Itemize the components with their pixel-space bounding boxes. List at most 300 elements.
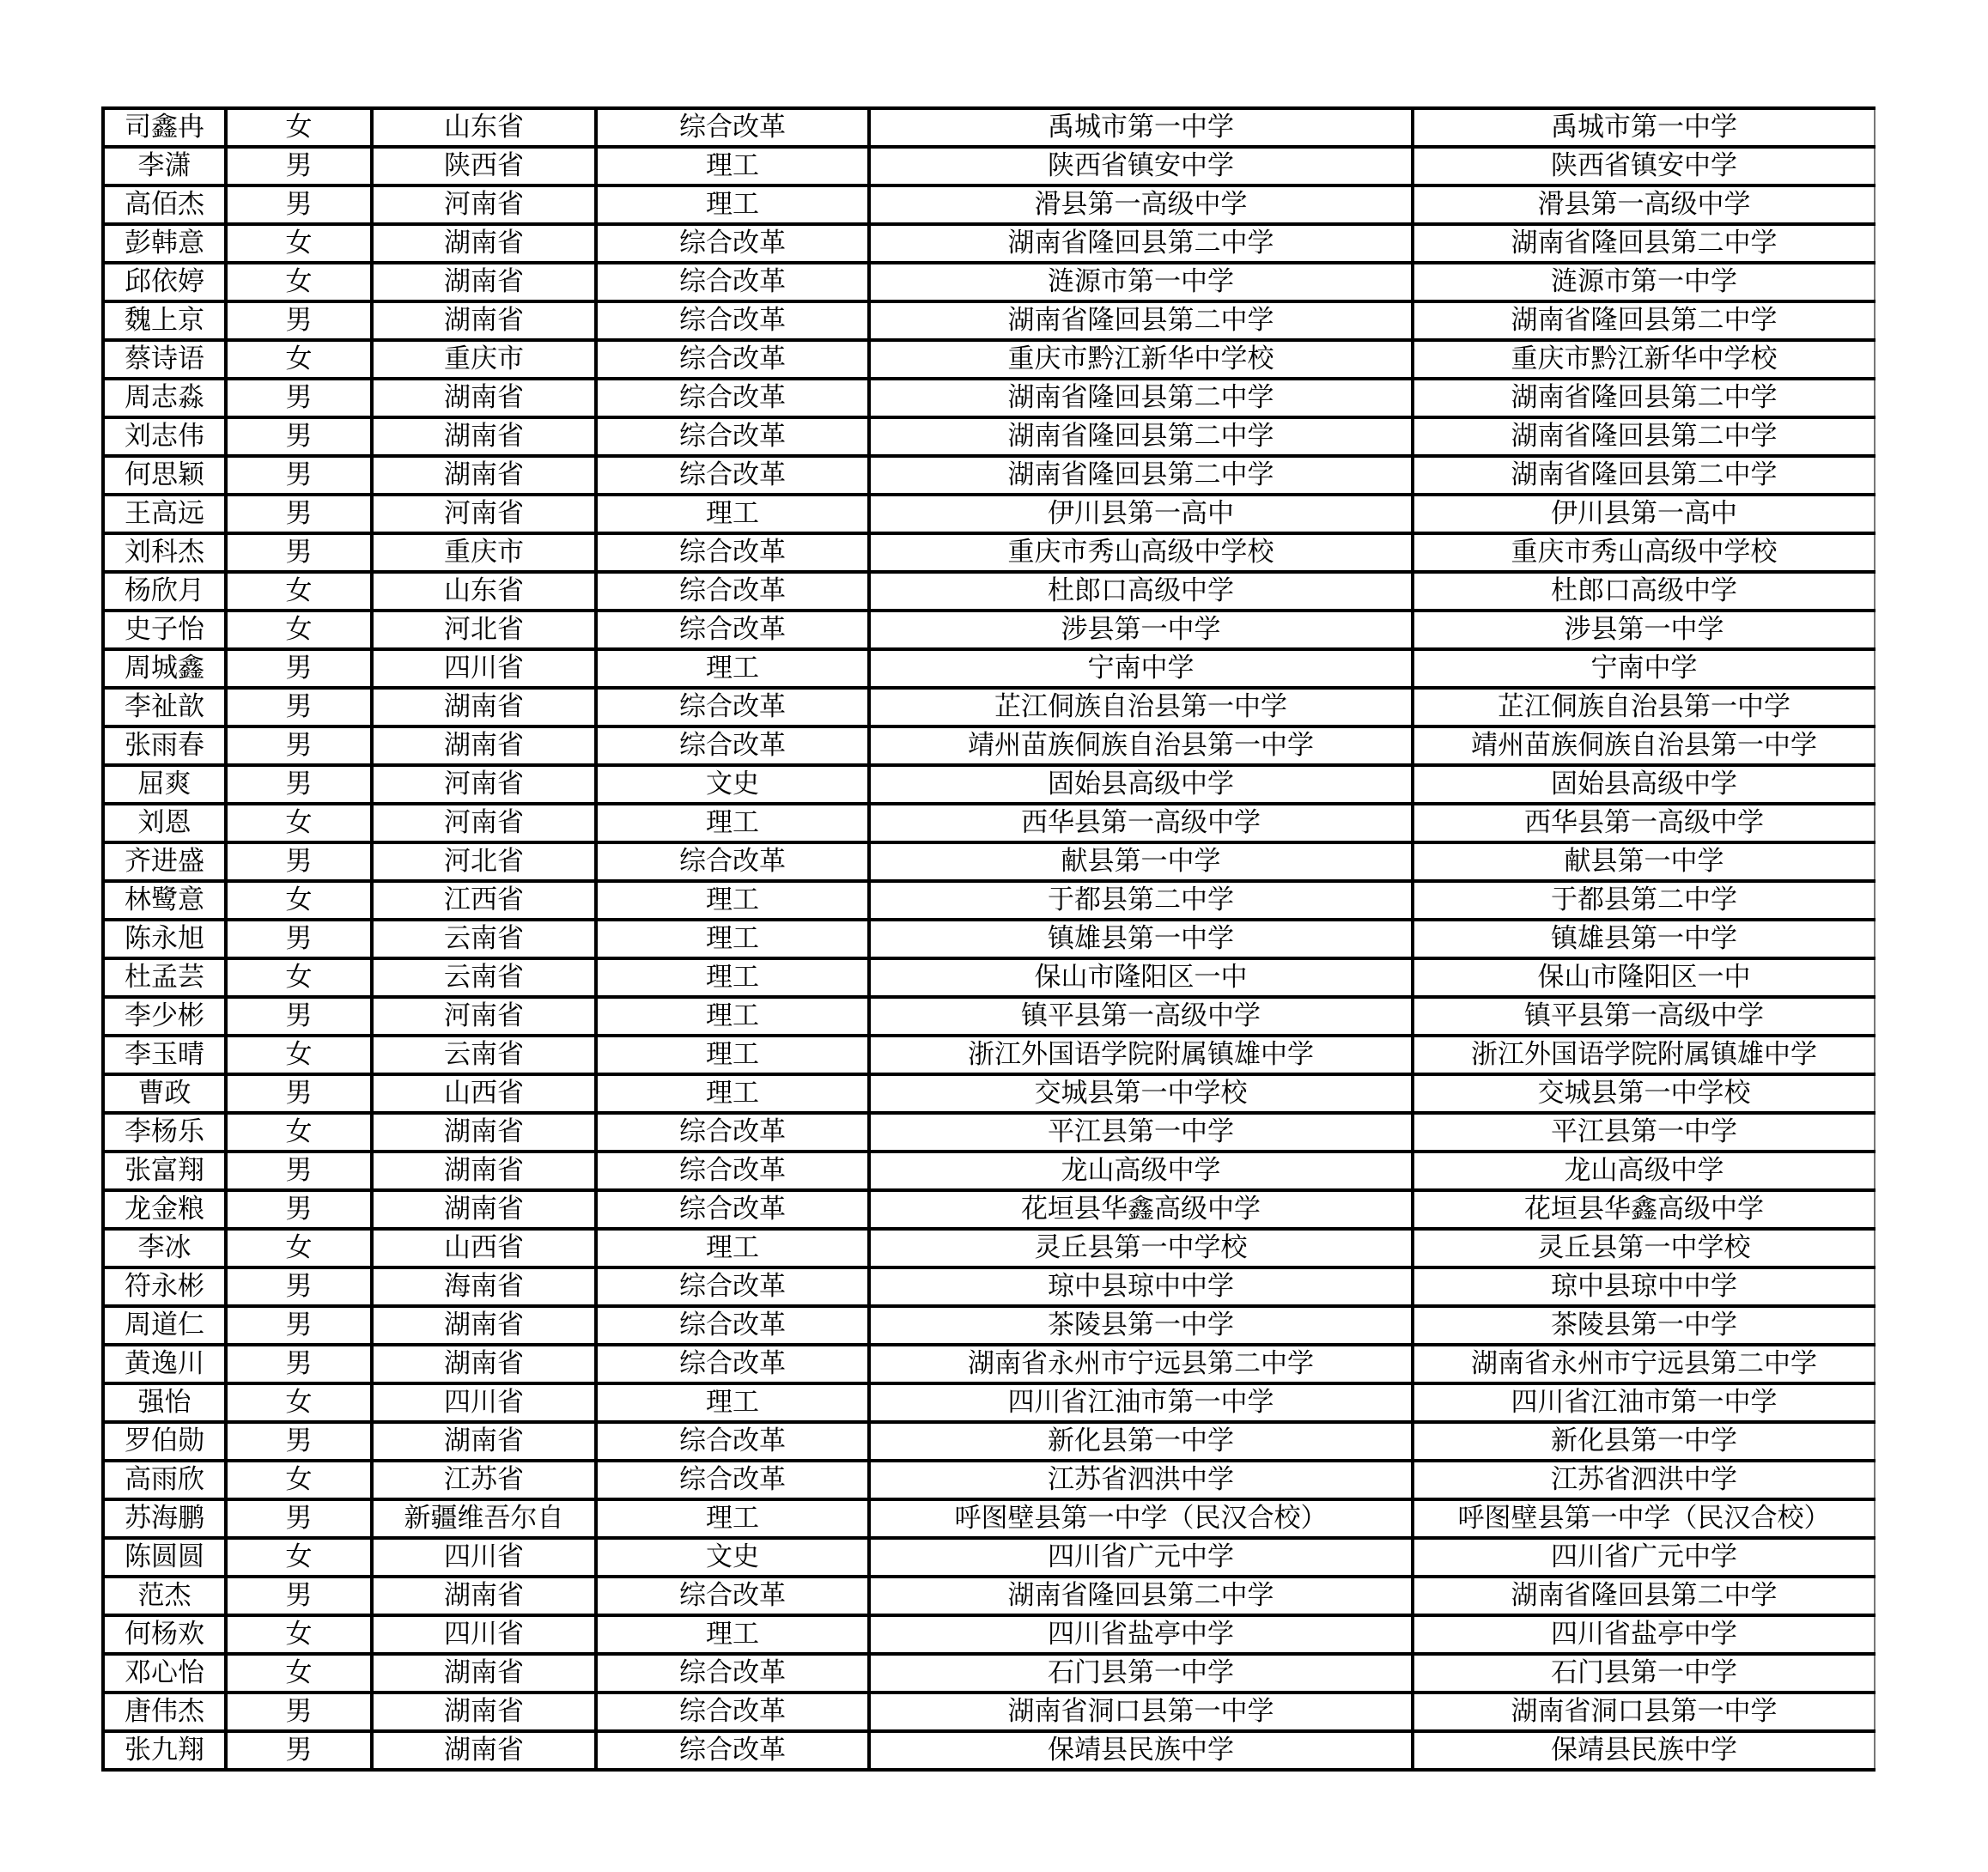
table-row [103, 1036, 1875, 1074]
category-cell: 综合改革 [596, 340, 869, 379]
table-row [103, 1731, 1875, 1770]
name-cell: 史子怡 [103, 611, 226, 649]
school-cell: 西华县第一高级中学 [869, 804, 1413, 842]
province-cell: 湖南省 [372, 1152, 596, 1190]
province-cell: 四川省 [372, 1538, 596, 1577]
school-repeat-cell: 保山市隆阳区一中 [1413, 958, 1875, 997]
table-row [103, 1654, 1875, 1693]
name-cell: 杜孟芸 [103, 958, 226, 997]
gender-cell: 男 [226, 997, 372, 1036]
school-cell: 靖州苗族侗族自治县第一中学 [869, 726, 1413, 765]
gender-cell: 女 [226, 881, 372, 920]
province-cell: 海南省 [372, 1267, 596, 1306]
category-cell: 文史 [596, 765, 869, 804]
school-cell: 芷江侗族自治县第一中学 [869, 688, 1413, 726]
table-row [103, 688, 1875, 726]
school-repeat-cell: 湖南省隆回县第二中学 [1413, 417, 1875, 456]
gender-cell: 男 [226, 379, 372, 417]
province-cell: 四川省 [372, 1383, 596, 1422]
table-row [103, 920, 1875, 958]
name-cell: 陈圆圆 [103, 1538, 226, 1577]
table-row [103, 1306, 1875, 1345]
school-repeat-cell: 陕西省镇安中学 [1413, 147, 1875, 185]
table-row [103, 1615, 1875, 1654]
gender-cell: 女 [226, 1113, 372, 1152]
category-cell: 理工 [596, 1229, 869, 1267]
gender-cell: 女 [226, 340, 372, 379]
school-cell: 镇雄县第一中学 [869, 920, 1413, 958]
gender-cell: 男 [226, 842, 372, 881]
category-cell: 理工 [596, 147, 869, 185]
gender-cell: 男 [226, 1731, 372, 1770]
province-cell: 山西省 [372, 1074, 596, 1113]
table-row [103, 108, 1875, 147]
gender-cell: 女 [226, 572, 372, 611]
province-cell: 河南省 [372, 997, 596, 1036]
school-cell: 滑县第一高级中学 [869, 185, 1413, 224]
school-cell: 花垣县华鑫高级中学 [869, 1190, 1413, 1229]
school-cell: 交城县第一中学校 [869, 1074, 1413, 1113]
table-row [103, 1074, 1875, 1113]
school-repeat-cell: 湖南省隆回县第二中学 [1413, 301, 1875, 340]
school-cell: 湖南省隆回县第二中学 [869, 379, 1413, 417]
category-cell: 理工 [596, 1383, 869, 1422]
gender-cell: 男 [226, 495, 372, 533]
province-cell: 河南省 [372, 185, 596, 224]
name-cell: 邱依婷 [103, 263, 226, 301]
school-repeat-cell: 石门县第一中学 [1413, 1654, 1875, 1693]
school-repeat-cell: 重庆市黔江新华中学校 [1413, 340, 1875, 379]
table-row [103, 340, 1875, 379]
school-cell: 四川省江油市第一中学 [869, 1383, 1413, 1422]
province-cell: 重庆市 [372, 533, 596, 572]
gender-cell: 男 [226, 185, 372, 224]
school-cell: 禹城市第一中学 [869, 108, 1413, 147]
gender-cell: 男 [226, 1345, 372, 1383]
category-cell: 理工 [596, 495, 869, 533]
table-row [103, 611, 1875, 649]
school-repeat-cell: 湖南省隆回县第二中学 [1413, 224, 1875, 263]
gender-cell: 男 [226, 1422, 372, 1461]
school-cell: 于都县第二中学 [869, 881, 1413, 920]
category-cell: 综合改革 [596, 688, 869, 726]
category-cell: 理工 [596, 1074, 869, 1113]
category-cell: 综合改革 [596, 417, 869, 456]
school-repeat-cell: 花垣县华鑫高级中学 [1413, 1190, 1875, 1229]
gender-cell: 男 [226, 1499, 372, 1538]
school-repeat-cell: 西华县第一高级中学 [1413, 804, 1875, 842]
table-row [103, 881, 1875, 920]
school-cell: 陕西省镇安中学 [869, 147, 1413, 185]
province-cell: 山东省 [372, 108, 596, 147]
category-cell: 综合改革 [596, 224, 869, 263]
school-cell: 镇平县第一高级中学 [869, 997, 1413, 1036]
gender-cell: 女 [226, 224, 372, 263]
province-cell: 山东省 [372, 572, 596, 611]
school-repeat-cell: 禹城市第一中学 [1413, 108, 1875, 147]
category-cell: 理工 [596, 185, 869, 224]
category-cell: 理工 [596, 1499, 869, 1538]
school-cell: 杜郎口高级中学 [869, 572, 1413, 611]
gender-cell: 女 [226, 1036, 372, 1074]
category-cell: 综合改革 [596, 108, 869, 147]
province-cell: 新疆维吾尔自 [372, 1499, 596, 1538]
school-cell: 涉县第一中学 [869, 611, 1413, 649]
school-cell: 宁南中学 [869, 649, 1413, 688]
school-cell: 保靖县民族中学 [869, 1731, 1413, 1770]
table-row [103, 1693, 1875, 1731]
province-cell: 湖南省 [372, 456, 596, 495]
gender-cell: 男 [226, 920, 372, 958]
school-cell: 湖南省隆回县第二中学 [869, 224, 1413, 263]
name-cell: 高佰杰 [103, 185, 226, 224]
gender-cell: 男 [226, 1152, 372, 1190]
category-cell: 综合改革 [596, 1461, 869, 1499]
school-repeat-cell: 镇平县第一高级中学 [1413, 997, 1875, 1036]
category-cell: 理工 [596, 958, 869, 997]
school-cell: 湖南省隆回县第二中学 [869, 301, 1413, 340]
province-cell: 湖南省 [372, 379, 596, 417]
category-cell: 理工 [596, 920, 869, 958]
table-row [103, 842, 1875, 881]
province-cell: 湖南省 [372, 1306, 596, 1345]
school-cell: 重庆市秀山高级中学校 [869, 533, 1413, 572]
school-cell: 灵丘县第一中学校 [869, 1229, 1413, 1267]
category-cell: 文史 [596, 1538, 869, 1577]
province-cell: 湖南省 [372, 1422, 596, 1461]
school-repeat-cell: 四川省盐亭中学 [1413, 1615, 1875, 1654]
table-row [103, 649, 1875, 688]
school-repeat-cell: 四川省广元中学 [1413, 1538, 1875, 1577]
gender-cell: 女 [226, 1538, 372, 1577]
gender-cell: 女 [226, 1654, 372, 1693]
name-cell: 曹政 [103, 1074, 226, 1113]
school-repeat-cell: 杜郎口高级中学 [1413, 572, 1875, 611]
school-cell: 固始县高级中学 [869, 765, 1413, 804]
category-cell: 综合改革 [596, 1577, 869, 1615]
category-cell: 综合改革 [596, 572, 869, 611]
category-cell: 综合改革 [596, 842, 869, 881]
school-repeat-cell: 芷江侗族自治县第一中学 [1413, 688, 1875, 726]
table-row [103, 997, 1875, 1036]
school-cell: 四川省盐亭中学 [869, 1615, 1413, 1654]
table-row [103, 1113, 1875, 1152]
gender-cell: 男 [226, 1577, 372, 1615]
province-cell: 河南省 [372, 495, 596, 533]
gender-cell: 男 [226, 688, 372, 726]
province-cell: 湖南省 [372, 1693, 596, 1731]
category-cell: 综合改革 [596, 263, 869, 301]
gender-cell: 男 [226, 1693, 372, 1731]
name-cell: 李杨乐 [103, 1113, 226, 1152]
school-repeat-cell: 滑县第一高级中学 [1413, 185, 1875, 224]
name-cell: 王高远 [103, 495, 226, 533]
name-cell: 陈永旭 [103, 920, 226, 958]
gender-cell: 女 [226, 804, 372, 842]
school-repeat-cell: 浙江外国语学院附属镇雄中学 [1413, 1036, 1875, 1074]
gender-cell: 男 [226, 147, 372, 185]
table-row [103, 379, 1875, 417]
school-repeat-cell: 涟源市第一中学 [1413, 263, 1875, 301]
gender-cell: 女 [226, 1461, 372, 1499]
school-repeat-cell: 宁南中学 [1413, 649, 1875, 688]
gender-cell: 男 [226, 1267, 372, 1306]
gender-cell: 女 [226, 1229, 372, 1267]
school-repeat-cell: 交城县第一中学校 [1413, 1074, 1875, 1113]
table-row [103, 958, 1875, 997]
table-row [103, 726, 1875, 765]
table-row [103, 185, 1875, 224]
category-cell: 综合改革 [596, 1422, 869, 1461]
table-row [103, 804, 1875, 842]
gender-cell: 女 [226, 1383, 372, 1422]
category-cell: 综合改革 [596, 1731, 869, 1770]
school-cell: 四川省广元中学 [869, 1538, 1413, 1577]
category-cell: 综合改革 [596, 1693, 869, 1731]
category-cell: 理工 [596, 649, 869, 688]
province-cell: 湖南省 [372, 1577, 596, 1615]
table-row [103, 1152, 1875, 1190]
province-cell: 湖南省 [372, 688, 596, 726]
name-cell: 李冰 [103, 1229, 226, 1267]
table-row [103, 1422, 1875, 1461]
school-repeat-cell: 湖南省隆回县第二中学 [1413, 379, 1875, 417]
school-cell: 湖南省隆回县第二中学 [869, 1577, 1413, 1615]
name-cell: 彭韩意 [103, 224, 226, 263]
category-cell: 综合改革 [596, 726, 869, 765]
school-cell: 新化县第一中学 [869, 1422, 1413, 1461]
school-cell: 献县第一中学 [869, 842, 1413, 881]
school-repeat-cell: 灵丘县第一中学校 [1413, 1229, 1875, 1267]
gender-cell: 男 [226, 301, 372, 340]
category-cell: 理工 [596, 1615, 869, 1654]
category-cell: 理工 [596, 997, 869, 1036]
table-row [103, 417, 1875, 456]
school-repeat-cell: 于都县第二中学 [1413, 881, 1875, 920]
gender-cell: 男 [226, 765, 372, 804]
gender-cell: 女 [226, 263, 372, 301]
gender-cell: 男 [226, 649, 372, 688]
category-cell: 综合改革 [596, 1190, 869, 1229]
name-cell: 罗伯勋 [103, 1422, 226, 1461]
name-cell: 高雨欣 [103, 1461, 226, 1499]
school-repeat-cell: 伊川县第一高中 [1413, 495, 1875, 533]
school-cell: 伊川县第一高中 [869, 495, 1413, 533]
school-repeat-cell: 靖州苗族侗族自治县第一中学 [1413, 726, 1875, 765]
gender-cell: 男 [226, 1306, 372, 1345]
name-cell: 魏上京 [103, 301, 226, 340]
name-cell: 齐进盛 [103, 842, 226, 881]
school-cell: 茶陵县第一中学 [869, 1306, 1413, 1345]
school-repeat-cell: 湖南省隆回县第二中学 [1413, 1577, 1875, 1615]
province-cell: 四川省 [372, 649, 596, 688]
table-row [103, 1538, 1875, 1577]
name-cell: 李潇 [103, 147, 226, 185]
name-cell: 刘恩 [103, 804, 226, 842]
school-cell: 湖南省隆回县第二中学 [869, 417, 1413, 456]
table-row [103, 147, 1875, 185]
table-row [103, 1577, 1875, 1615]
category-cell: 综合改革 [596, 533, 869, 572]
name-cell: 张九翔 [103, 1731, 226, 1770]
name-cell: 李玉晴 [103, 1036, 226, 1074]
school-cell: 湖南省隆回县第二中学 [869, 456, 1413, 495]
school-repeat-cell: 固始县高级中学 [1413, 765, 1875, 804]
province-cell: 湖南省 [372, 224, 596, 263]
name-cell: 司鑫冉 [103, 108, 226, 147]
name-cell: 周道仁 [103, 1306, 226, 1345]
school-repeat-cell: 涉县第一中学 [1413, 611, 1875, 649]
school-repeat-cell: 平江县第一中学 [1413, 1113, 1875, 1152]
name-cell: 李少彬 [103, 997, 226, 1036]
province-cell: 云南省 [372, 958, 596, 997]
province-cell: 重庆市 [372, 340, 596, 379]
province-cell: 江西省 [372, 881, 596, 920]
school-repeat-cell: 江苏省泗洪中学 [1413, 1461, 1875, 1499]
gender-cell: 男 [226, 533, 372, 572]
province-cell: 湖南省 [372, 1654, 596, 1693]
name-cell: 蔡诗语 [103, 340, 226, 379]
student-table-body [103, 108, 1875, 1770]
table-row [103, 765, 1875, 804]
school-repeat-cell: 重庆市秀山高级中学校 [1413, 533, 1875, 572]
category-cell: 综合改革 [596, 1152, 869, 1190]
province-cell: 湖南省 [372, 301, 596, 340]
table-row [103, 495, 1875, 533]
table-row [103, 1461, 1875, 1499]
table-row [103, 533, 1875, 572]
table-row [103, 1345, 1875, 1383]
gender-cell: 女 [226, 1615, 372, 1654]
province-cell: 四川省 [372, 1615, 596, 1654]
category-cell: 综合改革 [596, 301, 869, 340]
gender-cell: 男 [226, 1190, 372, 1229]
school-repeat-cell: 四川省江油市第一中学 [1413, 1383, 1875, 1422]
category-cell: 综合改革 [596, 379, 869, 417]
table-row [103, 572, 1875, 611]
school-repeat-cell: 琼中县琼中中学 [1413, 1267, 1875, 1306]
name-cell: 李祉歆 [103, 688, 226, 726]
school-cell: 江苏省泗洪中学 [869, 1461, 1413, 1499]
school-repeat-cell: 湖南省隆回县第二中学 [1413, 456, 1875, 495]
gender-cell: 男 [226, 1074, 372, 1113]
province-cell: 山西省 [372, 1229, 596, 1267]
school-cell: 琼中县琼中中学 [869, 1267, 1413, 1306]
table-row [103, 1383, 1875, 1422]
school-cell: 石门县第一中学 [869, 1654, 1413, 1693]
school-cell: 重庆市黔江新华中学校 [869, 340, 1413, 379]
name-cell: 刘科杰 [103, 533, 226, 572]
name-cell: 刘志伟 [103, 417, 226, 456]
province-cell: 湖南省 [372, 1113, 596, 1152]
school-repeat-cell: 湖南省洞口县第一中学 [1413, 1693, 1875, 1731]
category-cell: 综合改革 [596, 1345, 869, 1383]
province-cell: 江苏省 [372, 1461, 596, 1499]
province-cell: 湖南省 [372, 726, 596, 765]
gender-cell: 女 [226, 958, 372, 997]
name-cell: 邓心怡 [103, 1654, 226, 1693]
table-row [103, 224, 1875, 263]
province-cell: 河北省 [372, 611, 596, 649]
table-row [103, 456, 1875, 495]
name-cell: 符永彬 [103, 1267, 226, 1306]
school-repeat-cell: 呼图壁县第一中学（民汉合校） [1413, 1499, 1875, 1538]
name-cell: 林鹭意 [103, 881, 226, 920]
gender-cell: 男 [226, 456, 372, 495]
school-cell: 湖南省永州市宁远县第二中学 [869, 1345, 1413, 1383]
province-cell: 陕西省 [372, 147, 596, 185]
gender-cell: 女 [226, 108, 372, 147]
name-cell: 张雨春 [103, 726, 226, 765]
province-cell: 湖南省 [372, 417, 596, 456]
table-row [103, 1499, 1875, 1538]
province-cell: 湖南省 [372, 1345, 596, 1383]
category-cell: 理工 [596, 1036, 869, 1074]
school-repeat-cell: 保靖县民族中学 [1413, 1731, 1875, 1770]
province-cell: 河南省 [372, 804, 596, 842]
name-cell: 龙金粮 [103, 1190, 226, 1229]
name-cell: 范杰 [103, 1577, 226, 1615]
school-cell: 浙江外国语学院附属镇雄中学 [869, 1036, 1413, 1074]
category-cell: 综合改革 [596, 1267, 869, 1306]
school-cell: 平江县第一中学 [869, 1113, 1413, 1152]
school-repeat-cell: 新化县第一中学 [1413, 1422, 1875, 1461]
gender-cell: 男 [226, 726, 372, 765]
name-cell: 何思颖 [103, 456, 226, 495]
name-cell: 杨欣月 [103, 572, 226, 611]
table-row [103, 263, 1875, 301]
province-cell: 云南省 [372, 1036, 596, 1074]
province-cell: 河北省 [372, 842, 596, 881]
province-cell: 湖南省 [372, 1190, 596, 1229]
category-cell: 综合改革 [596, 611, 869, 649]
category-cell: 理工 [596, 804, 869, 842]
province-cell: 河南省 [372, 765, 596, 804]
school-repeat-cell: 镇雄县第一中学 [1413, 920, 1875, 958]
province-cell: 云南省 [372, 920, 596, 958]
province-cell: 湖南省 [372, 263, 596, 301]
gender-cell: 男 [226, 417, 372, 456]
name-cell: 张富翔 [103, 1152, 226, 1190]
category-cell: 综合改革 [596, 1654, 869, 1693]
name-cell: 周志淼 [103, 379, 226, 417]
name-cell: 周城鑫 [103, 649, 226, 688]
table-row [103, 301, 1875, 340]
name-cell: 黄逸川 [103, 1345, 226, 1383]
school-repeat-cell: 献县第一中学 [1413, 842, 1875, 881]
category-cell: 理工 [596, 881, 869, 920]
table-row [103, 1229, 1875, 1267]
table-row [103, 1267, 1875, 1306]
school-repeat-cell: 湖南省永州市宁远县第二中学 [1413, 1345, 1875, 1383]
school-repeat-cell: 龙山高级中学 [1413, 1152, 1875, 1190]
school-cell: 龙山高级中学 [869, 1152, 1413, 1190]
school-repeat-cell: 茶陵县第一中学 [1413, 1306, 1875, 1345]
school-cell: 保山市隆阳区一中 [869, 958, 1413, 997]
school-cell: 涟源市第一中学 [869, 263, 1413, 301]
name-cell: 屈爽 [103, 765, 226, 804]
school-cell: 湖南省洞口县第一中学 [869, 1693, 1413, 1731]
gender-cell: 女 [226, 611, 372, 649]
category-cell: 综合改革 [596, 1306, 869, 1345]
student-table [101, 106, 1876, 1772]
category-cell: 综合改革 [596, 456, 869, 495]
name-cell: 唐伟杰 [103, 1693, 226, 1731]
name-cell: 强怡 [103, 1383, 226, 1422]
province-cell: 湖南省 [372, 1731, 596, 1770]
category-cell: 综合改革 [596, 1113, 869, 1152]
table-row [103, 1190, 1875, 1229]
